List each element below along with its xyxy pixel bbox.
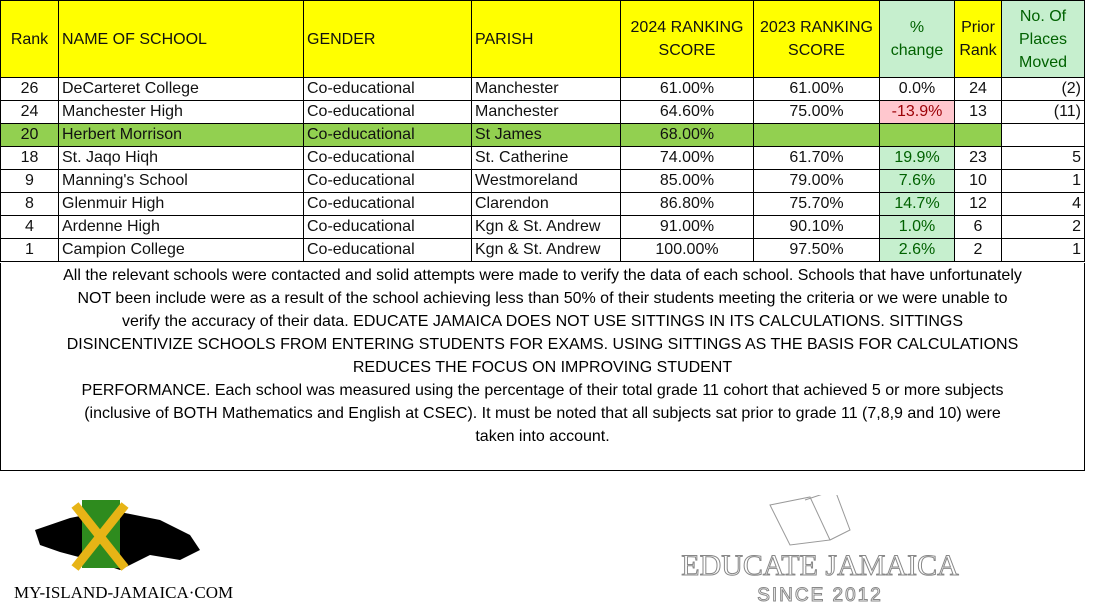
header-text: % bbox=[909, 19, 925, 36]
parish-cell: Clarendon bbox=[472, 193, 621, 216]
score-2024-cell: 68.00% bbox=[621, 124, 754, 147]
parish-cell: Westmoreland bbox=[472, 170, 621, 193]
table-row bbox=[1, 147, 1085, 170]
rankings-table bbox=[0, 0, 1085, 262]
score-2023-cell: 79.00% bbox=[754, 170, 880, 193]
percent-change-cell: 2.6% bbox=[880, 239, 955, 262]
header-text: Places bbox=[1018, 30, 1068, 48]
educate-jamaica-logo bbox=[670, 495, 970, 607]
parish-cell: Manchester bbox=[472, 78, 621, 101]
header-prior-rank bbox=[955, 1, 1002, 78]
score-2024-cell: 85.00% bbox=[621, 170, 754, 193]
percent-change-cell: 1.0% bbox=[880, 216, 955, 239]
note-line: (inclusive of BOTH Mathematics and English at CSEC). It must be noted that all subjects sat prior to grade 11 (7,8,9 and 10) were bbox=[84, 405, 1001, 422]
rank-cell: 20 bbox=[1, 124, 59, 147]
score-2024-cell: 100.00% bbox=[621, 239, 754, 262]
score-2024-cell: 91.00% bbox=[621, 216, 754, 239]
gender-cell: Co-educational bbox=[304, 147, 472, 170]
prior-rank-cell: 6 bbox=[955, 216, 1002, 239]
note-line: PERFORMANCE. Each school was measured using the percentage of their total grade 11 cohort that achieved 5 or more subjects bbox=[81, 382, 1004, 399]
rank-cell: 18 bbox=[1, 147, 59, 170]
header-name: NAME OF SCHOOL bbox=[59, 1, 304, 78]
header-places-moved bbox=[1002, 1, 1085, 78]
header-text: Moved bbox=[1018, 53, 1068, 71]
places-moved-cell: 1 bbox=[1002, 170, 1085, 193]
places-moved-cell bbox=[1002, 124, 1085, 147]
prior-rank-cell: 10 bbox=[955, 170, 1002, 193]
percent-change-cell: -13.9% bbox=[880, 101, 955, 124]
note-line: DISINCENTIVIZE SCHOOLS FROM ENTERING STUDENTS FOR EXAMS. USING SITTINGS AS THE BASIS FOR CALCULATIONS bbox=[66, 336, 1019, 353]
logo-text: MY-ISLAND-JAMAICA·COM bbox=[14, 583, 234, 602]
school-name-cell: Ardenne High bbox=[59, 216, 304, 239]
prior-rank-cell: 13 bbox=[955, 101, 1002, 124]
score-2023-cell: 75.70% bbox=[754, 193, 880, 216]
rank-cell: 4 bbox=[1, 216, 59, 239]
places-moved-cell: 5 bbox=[1002, 147, 1085, 170]
gender-cell: Co-educational bbox=[304, 239, 472, 262]
gender-cell: Co-educational bbox=[304, 101, 472, 124]
score-2023-cell: 90.10% bbox=[754, 216, 880, 239]
header-text: SCORE bbox=[658, 42, 716, 59]
table-row bbox=[1, 78, 1085, 101]
table-row bbox=[1, 193, 1085, 216]
prior-rank-cell: 23 bbox=[955, 147, 1002, 170]
rank-cell: 1 bbox=[1, 239, 59, 262]
rank-cell: 9 bbox=[1, 170, 59, 193]
percent-change-cell bbox=[880, 124, 955, 147]
school-name-cell: St. Jaqo Hiqh bbox=[59, 147, 304, 170]
score-2023-cell bbox=[754, 124, 880, 147]
rank-cell: 8 bbox=[1, 193, 59, 216]
prior-rank-cell: 2 bbox=[955, 239, 1002, 262]
places-moved-cell: (2) bbox=[1002, 78, 1085, 101]
gender-cell: Co-educational bbox=[304, 124, 472, 147]
svg-text:SINCE 2012: SINCE 2012 bbox=[757, 585, 883, 606]
percent-change-cell: 19.9% bbox=[880, 147, 955, 170]
score-2024-cell: 86.80% bbox=[621, 193, 754, 216]
header-row bbox=[1, 1, 1085, 78]
table-row bbox=[1, 216, 1085, 239]
header-2023-score bbox=[754, 1, 880, 78]
table-row bbox=[1, 170, 1085, 193]
header-2024-score bbox=[621, 1, 754, 78]
note-line: taken into account. bbox=[475, 428, 610, 445]
school-name-cell: Herbert Morrison bbox=[59, 124, 304, 147]
header-text: 2024 RANKING bbox=[630, 19, 744, 36]
prior-rank-cell bbox=[955, 124, 1002, 147]
score-2023-cell: 61.00% bbox=[754, 78, 880, 101]
header-change bbox=[880, 1, 955, 78]
gender-cell: Co-educational bbox=[304, 78, 472, 101]
places-moved-cell: (11) bbox=[1002, 101, 1085, 124]
header-text: SCORE bbox=[788, 42, 845, 59]
school-name-cell: Manchester High bbox=[59, 101, 304, 124]
note-line: verify the accuracy of their data. EDUCATE JAMAICA DOES NOT USE SITTINGS IN ITS CALCULATIONS. SITTINGS bbox=[121, 313, 964, 330]
rank-cell: 26 bbox=[1, 78, 59, 101]
svg-text:EDUCATE JAMAICA: EDUCATE JAMAICA bbox=[681, 549, 959, 582]
header-text: No. Of bbox=[1019, 7, 1067, 25]
places-moved-cell: 4 bbox=[1002, 193, 1085, 216]
header-text: change bbox=[890, 42, 944, 59]
score-2023-cell: 75.00% bbox=[754, 101, 880, 124]
percent-change-cell: 7.6% bbox=[880, 170, 955, 193]
school-name-cell: Campion College bbox=[59, 239, 304, 262]
school-name-cell: Manning's School bbox=[59, 170, 304, 193]
percent-change-cell: 14.7% bbox=[880, 193, 955, 216]
gender-cell: Co-educational bbox=[304, 216, 472, 239]
score-2024-cell: 74.00% bbox=[621, 147, 754, 170]
header-parish: PARISH bbox=[472, 1, 621, 78]
table-row bbox=[1, 239, 1085, 262]
parish-cell: St. Catherine bbox=[472, 147, 621, 170]
percent-change-cell: 0.0% bbox=[880, 78, 955, 101]
parish-cell: Kgn & St. Andrew bbox=[472, 216, 621, 239]
places-moved-cell: 2 bbox=[1002, 216, 1085, 239]
rank-cell: 24 bbox=[1, 101, 59, 124]
gender-cell: Co-educational bbox=[304, 193, 472, 216]
school-name-cell: DeCarteret College bbox=[59, 78, 304, 101]
header-text: Prior bbox=[961, 19, 995, 36]
note-line: REDUCES THE FOCUS ON IMPROVING STUDENT bbox=[352, 359, 733, 376]
note-line: All the relevant schools were contacted and solid attempts were made to verify the data of each school. Schools that have unfortunately bbox=[63, 267, 1022, 284]
note-line: NOT been include were as a result of the school achieving less than 50% of their students meeting the criteria or we were unable to bbox=[77, 290, 1008, 307]
places-moved-cell: 1 bbox=[1002, 239, 1085, 262]
header-rank: Rank bbox=[1, 1, 59, 78]
table-row bbox=[1, 101, 1085, 124]
score-2023-cell: 61.70% bbox=[754, 147, 880, 170]
my-island-jamaica-logo bbox=[10, 490, 240, 605]
table-row bbox=[1, 124, 1085, 147]
school-name-cell: Glenmuir High bbox=[59, 193, 304, 216]
header-text: Rank bbox=[959, 42, 997, 59]
score-2024-cell: 64.60% bbox=[621, 101, 754, 124]
header-gender: GENDER bbox=[304, 1, 472, 78]
score-2024-cell: 61.00% bbox=[621, 78, 754, 101]
parish-cell: St James bbox=[472, 124, 621, 147]
parish-cell: Manchester bbox=[472, 101, 621, 124]
notes-box bbox=[0, 263, 1085, 471]
prior-rank-cell: 24 bbox=[955, 78, 1002, 101]
gender-cell: Co-educational bbox=[304, 170, 472, 193]
parish-cell: Kgn & St. Andrew bbox=[472, 239, 621, 262]
header-text: 2023 RANKING bbox=[760, 19, 873, 36]
score-2023-cell: 97.50% bbox=[754, 239, 880, 262]
prior-rank-cell: 12 bbox=[955, 193, 1002, 216]
